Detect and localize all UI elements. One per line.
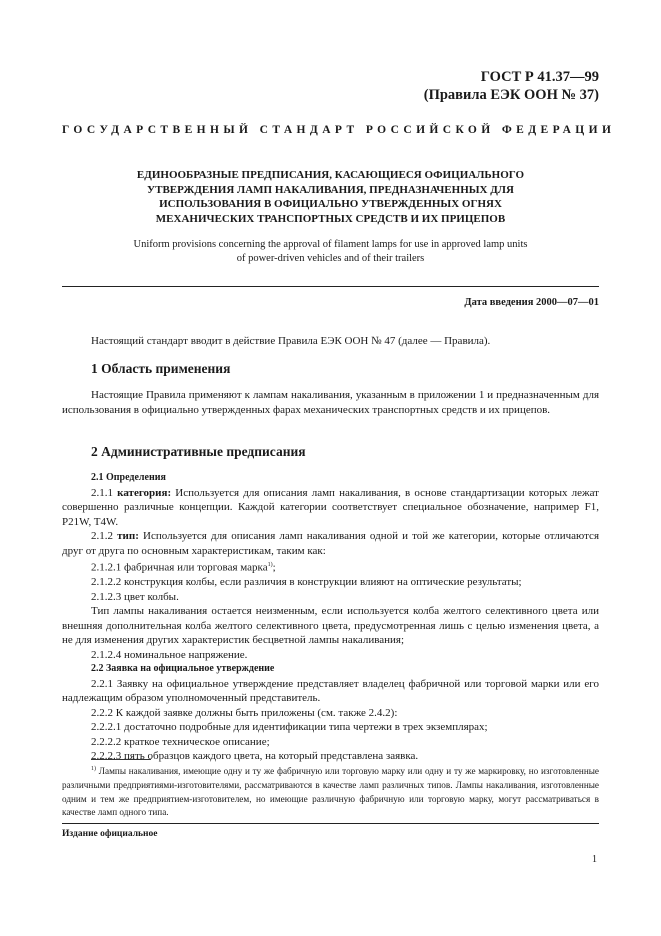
paragraph-2-1-2-3: 2.1.2.3 цвет колбы. bbox=[91, 590, 179, 603]
definition-text: Используется для описания ламп накаливания, в основе стандартизации которых лежат совершенно различные концепции. Каждой категории соответствует специальное обозначение, например F1, P21W, T4W. bbox=[62, 486, 599, 528]
gost-number: ГОСТ Р 41.37—99 bbox=[480, 69, 599, 85]
introduction-date: Дата введения 2000—07—01 bbox=[464, 297, 599, 308]
title-line: ЕДИНООБРАЗНЫЕ ПРЕДПИСАНИЯ, КАСАЮЩИЕСЯ ОФИЦИАЛЬНОГО bbox=[136, 169, 525, 181]
subsection-definitions-heading: 2.1 Определения bbox=[91, 472, 166, 483]
defined-term: тип: bbox=[117, 530, 139, 542]
gost-designation bbox=[424, 68, 599, 104]
paragraph-2-2-2: 2.2.2 К каждой заявке должны быть приложены (см. также 2.4.2): bbox=[91, 706, 398, 719]
subsection-application-heading: 2.2 Заявка на официальное утверждение bbox=[91, 663, 275, 675]
paragraph-number: 2.1.1 bbox=[91, 486, 118, 499]
edition-label: Издание официальное bbox=[62, 829, 158, 839]
title-en-line: of power-driven vehicles and of their trailers bbox=[236, 253, 425, 264]
ece-rule-number: (Правила ЕЭК ООН № 37) bbox=[423, 87, 599, 103]
section-1-text: Настоящие Правила применяют к лампам накаливания, указанным в приложении 1 и предназначенным для использования в официально утвержденных фарах механических транспортных средств и их прицепов. bbox=[62, 389, 599, 416]
footnote-mark: 1) bbox=[91, 766, 96, 772]
footnote-reference: 1) bbox=[267, 562, 273, 568]
definition-text: Используется для описания ламп накаливания одной и той же категории, которые отличаются друг от друга по основным характеристикам, таким как: bbox=[62, 530, 599, 557]
title-divider bbox=[62, 286, 599, 287]
paragraph-number: 2.1.2 bbox=[91, 530, 118, 542]
paragraph-2-1-2 bbox=[62, 529, 599, 558]
footnote bbox=[62, 763, 599, 820]
title-en-line: Uniform provisions concerning the approval of filament lamps for use in approved lamp units bbox=[133, 239, 528, 250]
section-2-heading: 2 Административные предписания bbox=[91, 444, 306, 459]
section-2-body bbox=[62, 471, 599, 764]
paragraph-2-1-2-2: 2.1.2.2 конструкция колбы, если различия в конструкции влияют на оптические результаты; bbox=[91, 576, 522, 589]
title-line: ИСПОЛЬЗОВАНИЯ В ОФИЦИАЛЬНО УТВЕРЖДЕННЫХ ОГНЯХ bbox=[159, 198, 502, 210]
title-line: УТВЕРЖДЕНИЯ ЛАМП НАКАЛИВАНИЯ, ПРЕДНАЗНАЧЕННЫХ ДЛЯ bbox=[147, 183, 514, 196]
item-punctuation: ; bbox=[272, 561, 276, 574]
title-line: МЕХАНИЧЕСКИХ ТРАНСПОРТНЫХ СРЕДСТВ И ИХ ПРИЦЕПОВ bbox=[155, 212, 506, 225]
state-standard-heading: ГОСУДАРСТВЕННЫЙ СТАНДАРТ РОССИЙСКОЙ ФЕДЕРАЦИИ bbox=[62, 124, 616, 136]
footnote-text: Лампы накаливания, имеющие одну и ту же фабричную или торговую марку или одну и ту же маркировку, но изготовленные различными предприятиями-изготовителями, рассматриваются в качестве ламп различных типов. Лампы накаливания, изготовленные одним и тем же предприятием-изготовителем, но имеющие различную фабричную или торговую марку, могут рассматриваться в качестве ламп одного типа. bbox=[62, 766, 599, 818]
document-title-en bbox=[70, 238, 591, 266]
paragraph-2-2-1: 2.2.1 Заявку на официальное утверждение представляет владелец фабричной или торговой марки или его надлежащим образом уполномоченный представитель. bbox=[62, 677, 599, 705]
footnote-divider bbox=[91, 759, 151, 760]
paragraph-2-2-2-2: 2.2.2.2 краткое техническое описание; bbox=[91, 735, 270, 748]
page-number: 1 bbox=[592, 854, 597, 865]
paragraph-2-2-2-3: 2.2.2.3 пять образцов каждого цвета, на который представлена заявка. bbox=[91, 750, 419, 763]
paragraph-lamp-type: Тип лампы накаливания остается неизменным, если используется колба желтого селективного цвета или внешняя дополнительная колба желтого селективного цвета, предусмотренная лишь с целью изменения цвета, а не для изменения других характеристик бесцветной лампы накаливания; bbox=[62, 605, 599, 647]
document-title-ru bbox=[70, 168, 591, 226]
item-text: 2.1.2.1 фабричная или торговая марка bbox=[91, 561, 268, 574]
paragraph-2-1-2-4: 2.1.2.4 номинальное напряжение. bbox=[91, 648, 248, 661]
section-1-heading: 1 Область применения bbox=[91, 361, 231, 376]
intro-paragraph: Настоящий стандарт вводит в действие Правила ЕЭК ООН № 47 (далее — Правила). bbox=[91, 335, 491, 347]
paragraph-2-2-2-1: 2.2.2.1 достаточно подробные для идентификации типа чертежи в трех экземплярах; bbox=[91, 721, 488, 734]
defined-term: категория: bbox=[117, 486, 172, 499]
footer-divider bbox=[62, 823, 599, 824]
paragraph-2-1-2-1 bbox=[62, 558, 599, 575]
paragraph-2-1-1 bbox=[62, 486, 599, 530]
